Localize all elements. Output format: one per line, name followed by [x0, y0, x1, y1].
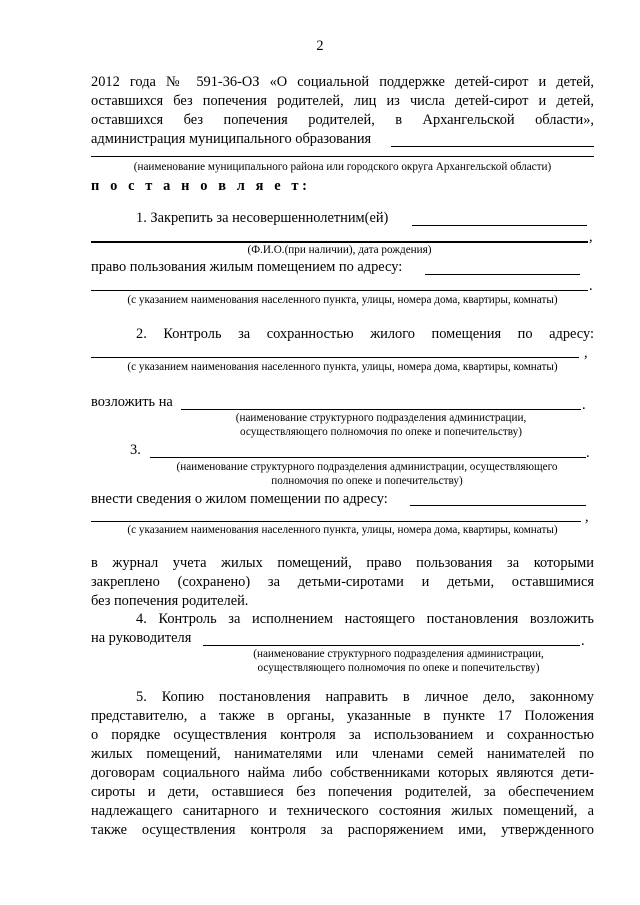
- item-4-dot: .: [581, 633, 585, 649]
- item-5-line-2: представителю, а также в органы, указанные в пункте 17 Положения: [91, 708, 594, 724]
- municipality-caption: (наименование муниципального района или городского округа Архангельской области): [133, 161, 552, 173]
- item-3-record-label: внести сведения о жилом помещении по адресу:: [91, 491, 388, 507]
- item-3-address-caption: (с указанием наименования населенного пункта, улицы, номера дома, квартиры, комнаты): [127, 524, 558, 536]
- item-2-dot: .: [582, 397, 586, 413]
- item-2-comma: ,: [584, 345, 588, 361]
- item-5-line-4: жилых помещений, нанимателями или членами семей нанимателей по: [91, 746, 594, 762]
- item-5-line-3: о порядке осуществления контроля за использованием и сохранностью: [91, 727, 594, 743]
- item-3-journal-line-1: в журнал учета жилых помещений, право пользования за которыми: [91, 555, 594, 571]
- intro-line-3: оставшихся без попечения родителей, в Архангельской области»,: [91, 112, 594, 128]
- item-1-lead: 1. Закрепить за несовершеннолетним(ей): [136, 210, 389, 226]
- item-1-address-blank-full: [91, 290, 588, 291]
- item-4-unit-blank: [203, 645, 580, 646]
- item-2-unit-caption-2: осуществляющего полномочия по опеке и попечительству): [240, 426, 522, 438]
- item-5-line-5: договорам социального найма либо собственниками которых являются дети-: [91, 765, 594, 781]
- minor-name-blank: [412, 225, 587, 226]
- item-2-unit-caption-1: (наименование структурного подразделения администрации,: [235, 412, 527, 424]
- resolves-heading: п о с т а н о в л я е т:: [91, 178, 311, 194]
- intro-line-4: администрация муниципального образования: [91, 131, 372, 147]
- item-2-lead: 2. Контроль за сохранностью жилого помещения по адресу:: [136, 326, 594, 342]
- item-4-unit-caption-1: (наименование структурного подразделения администрации,: [253, 648, 544, 660]
- item-4-line-1: 4. Контроль за исполнением настоящего постановления возложить: [136, 611, 594, 627]
- item-3-number: 3.: [130, 442, 141, 458]
- item-2-address-caption: (с указанием наименования населенного пункта, улицы, номера дома, квартиры, комнаты): [127, 361, 558, 373]
- item-3-journal-line-3: без попечения родителей.: [91, 593, 249, 609]
- item-1-address-caption: (с указанием наименования населенного пункта, улицы, номера дома, квартиры, комнаты): [127, 294, 558, 306]
- intro-line-2: оставшихся без попечения родителей, лиц из числа детей-сирот и детей,: [91, 93, 594, 109]
- minor-name-blank-full: [91, 241, 588, 243]
- municipality-blank-full: [91, 156, 594, 157]
- item-2-unit-blank: [181, 409, 581, 410]
- page-number: 2: [316, 38, 324, 54]
- item-5-line-1: 5. Копию постановления направить в личное дело, законному: [136, 689, 594, 705]
- item-3-unit-blank: [150, 457, 586, 458]
- intro-line-1: 2012 года № 591-36-ОЗ «О социальной поддержке детей-сирот и детей,: [91, 74, 594, 90]
- item-4-line-2: на руководителя: [91, 630, 192, 646]
- item-1-address-blank: [425, 274, 580, 275]
- item-1-dot: .: [589, 278, 593, 294]
- item-1-comma: ,: [589, 229, 593, 245]
- municipality-blank-short: [391, 146, 594, 147]
- item-5-line-7: надлежащего санитарного и технического состояния жилых помещений, а: [91, 803, 594, 819]
- item-2-address-blank: [91, 357, 579, 358]
- item-3-address-blank: [410, 505, 586, 506]
- item-4-unit-caption-2: осуществляющего полномочия по опеке и попечительству): [257, 662, 540, 674]
- item-3-comma: ,: [585, 509, 589, 525]
- item-3-journal-line-2: закреплено (сохранено) за детьми-сиротами и детьми, оставшимися: [91, 574, 594, 590]
- minor-name-caption: (Ф.И.О.(при наличии), дата рождения): [247, 244, 432, 256]
- item-5-line-6: сироты и дети, оставшиеся без попечения родителей, за обеспечением: [91, 784, 594, 800]
- item-3-unit-caption-2: полномочия по опеке и попечительству): [271, 475, 463, 487]
- item-5-line-8: также осуществления контроля за распоряжением ими, утвержденного: [91, 822, 594, 838]
- item-1-address-label: право пользования жилым помещением по адресу:: [91, 259, 403, 275]
- item-3-address-blank-full: [91, 521, 581, 522]
- item-2-assign-label: возложить на: [91, 394, 173, 410]
- item-3-unit-caption-1: (наименование структурного подразделения администрации, осуществляющего: [176, 461, 558, 473]
- item-3-dot: .: [586, 445, 590, 461]
